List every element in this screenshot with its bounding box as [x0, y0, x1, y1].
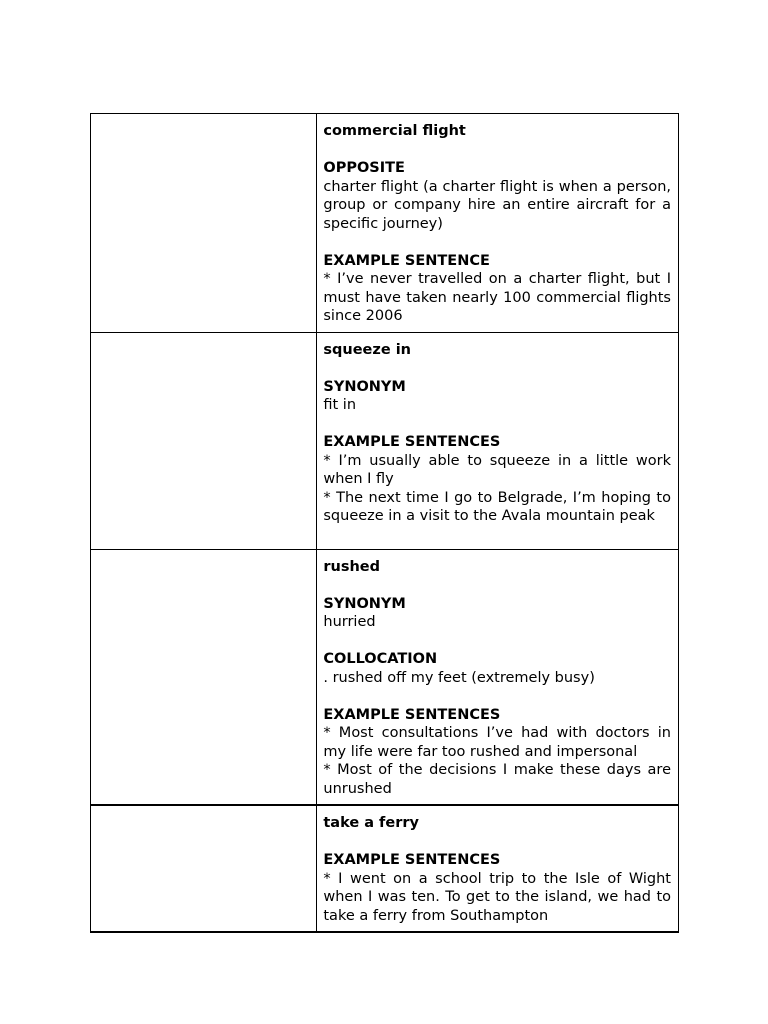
table-row: [91, 805, 679, 932]
section-label: EXAMPLE SENTENCES: [323, 852, 501, 868]
empty-cell: [91, 332, 317, 549]
section-text: fit in: [323, 397, 357, 413]
entry-term: commercial flight: [323, 123, 466, 139]
table-row: [91, 114, 679, 333]
section-label: EXAMPLE SENTENCES: [323, 434, 501, 450]
entry-cell: [317, 114, 679, 333]
section-text: * Most consultations I’ve had with doctors in my life were far too rushed and impersonal: [323, 725, 671, 760]
entry-cell: [317, 549, 679, 805]
entry-cell: [317, 332, 679, 549]
section-text: * I’ve never travelled on a charter flight, but I must have taken nearly 100 commercial flights since 2006: [323, 271, 671, 324]
entry-term: squeeze in: [323, 341, 411, 358]
section-text: * Most of the decisions I make these days are unrushed: [323, 762, 671, 797]
section-text: hurried: [323, 614, 376, 630]
empty-cell: [91, 114, 317, 333]
section-label: SYNONYM: [323, 378, 406, 395]
section-text: * I went on a school trip to the Isle of Wight when I was ten. To get to the island, we had to take a ferry from Southampton: [323, 870, 671, 924]
table-row: [91, 549, 679, 805]
vocabulary-table: [90, 113, 679, 933]
empty-cell: [91, 549, 317, 805]
section-text: * I’m usually able to squeeze in a little work when I fly: [323, 452, 671, 487]
section-text: . rushed off my feet (extremely busy): [323, 669, 595, 686]
table-row: [91, 332, 679, 549]
section-label: COLLOCATION: [323, 651, 438, 667]
empty-cell: [91, 805, 317, 932]
section-label: SYNONYM: [323, 595, 406, 612]
section-label: EXAMPLE SENTENCES: [323, 706, 501, 723]
section-text: * The next time I go to Belgrade, I’m hoping to squeeze in a visit to the Avala mountain peak: [323, 489, 671, 524]
section-label: OPPOSITE: [323, 160, 405, 176]
section-label: EXAMPLE SENTENCE: [323, 252, 490, 269]
entry-term: take a ferry: [323, 815, 419, 831]
entry-term: rushed: [323, 558, 381, 575]
entry-cell: [317, 805, 679, 932]
section-text: charter flight (a charter flight is when a person, group or company hire an entire aircraft for a specific journey): [323, 178, 671, 232]
